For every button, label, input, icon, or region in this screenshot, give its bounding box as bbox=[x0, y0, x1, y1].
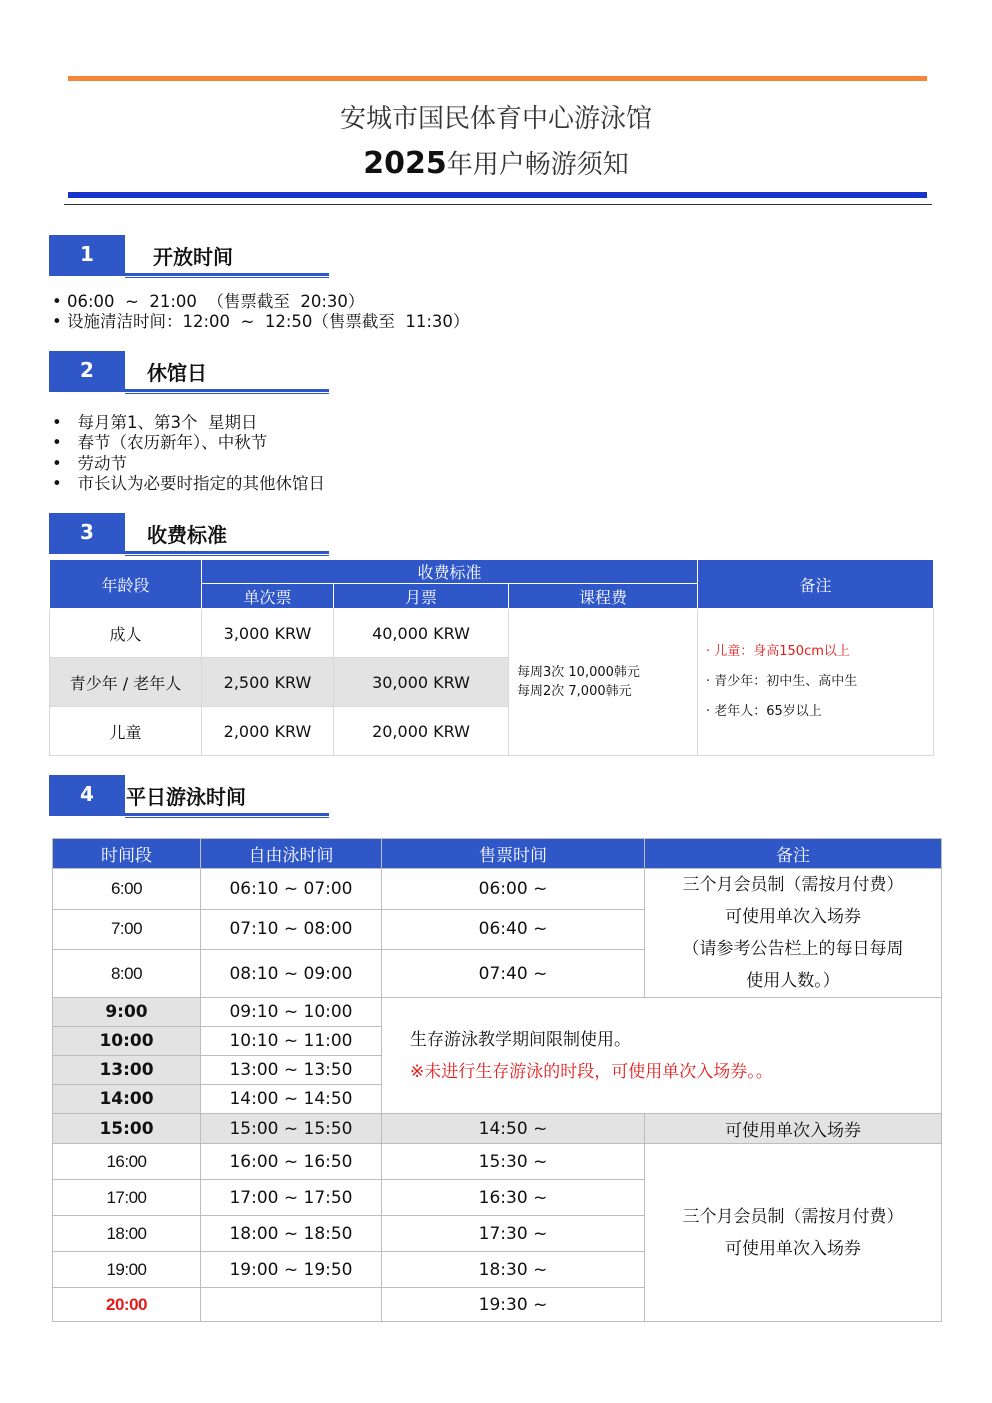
fee-age: 青少年 / 老年人 bbox=[50, 658, 202, 707]
schedule-ticket: 14:50 ~ bbox=[382, 1114, 645, 1144]
header-orange-rule bbox=[68, 76, 927, 81]
page-title: 安城市国民体育中心游泳馆 bbox=[339, 104, 652, 134]
schedule-header-remark: 备注 bbox=[645, 839, 942, 869]
closed-day-item: • 劳动节 bbox=[52, 454, 127, 473]
section-underline bbox=[49, 273, 329, 276]
schedule-slot: 19:00 bbox=[53, 1252, 201, 1288]
fee-note: · 青少年：初中生、高中生 bbox=[706, 674, 858, 689]
section-underline-thin bbox=[125, 277, 329, 278]
schedule-slot: 6:00 bbox=[53, 869, 201, 910]
hours-line: • 设施清洁时间：12:00 ~ 12:50（售票截至 11:30） bbox=[52, 312, 470, 331]
schedule-ticket: 07:40 ~ bbox=[382, 950, 645, 998]
section-title: 收费标准 bbox=[147, 523, 227, 547]
schedule-morning-note bbox=[645, 869, 942, 998]
schedule-free: 10:10 ~ 11:00 bbox=[201, 1027, 382, 1056]
schedule-ticket: 06:00 ~ bbox=[382, 869, 645, 910]
schedule-slot: 15:00 bbox=[53, 1114, 201, 1144]
fee-monthly: 20,000 KRW bbox=[334, 707, 509, 756]
section-3-header bbox=[49, 513, 329, 557]
schedule-free: 06:10 ~ 07:00 bbox=[201, 869, 382, 910]
course-line: 每周3次 10,000韩元 bbox=[517, 665, 640, 680]
section-underline-thin bbox=[125, 393, 329, 394]
fee-header-remark: 备注 bbox=[698, 560, 934, 609]
fee-note: · 老年人：65岁以上 bbox=[706, 704, 822, 719]
fee-single: 2,500 KRW bbox=[202, 658, 334, 707]
schedule-ticket: 18:30 ~ bbox=[382, 1252, 645, 1288]
table-row bbox=[53, 998, 942, 1027]
section-1-header bbox=[49, 235, 329, 279]
header-thin-rule bbox=[64, 204, 932, 205]
section-2-header bbox=[49, 351, 329, 395]
schedule-ticket: 19:30 ~ bbox=[382, 1288, 645, 1322]
fee-header-age: 年龄段 bbox=[50, 560, 202, 609]
schedule-ticket: 15:30 ~ bbox=[382, 1144, 645, 1180]
schedule-header-free: 自由泳时间 bbox=[201, 839, 382, 869]
fee-monthly: 30,000 KRW bbox=[334, 658, 509, 707]
section-underline-thin bbox=[125, 555, 329, 556]
schedule-slot: 8:00 bbox=[53, 950, 201, 998]
table-row bbox=[53, 869, 942, 910]
section-number: 4 bbox=[49, 775, 125, 813]
schedule-header-ticket: 售票时间 bbox=[382, 839, 645, 869]
schedule-slot: 16:00 bbox=[53, 1144, 201, 1180]
fee-monthly: 40,000 KRW bbox=[334, 609, 509, 658]
title-year: 2025 bbox=[363, 146, 447, 181]
schedule-slot: 9:00 bbox=[53, 998, 201, 1027]
schedule-ticket: 06:40 ~ bbox=[382, 909, 645, 950]
fee-header-single: 单次票 bbox=[202, 584, 334, 609]
header-blue-rule bbox=[68, 192, 927, 198]
fee-note: · 儿童：身高150cm以上 bbox=[706, 644, 850, 659]
table-row bbox=[53, 1114, 942, 1144]
section-title: 平日游泳时间 bbox=[126, 785, 246, 809]
schedule-slot: 18:00 bbox=[53, 1216, 201, 1252]
schedule-free: 13:00 ~ 13:50 bbox=[201, 1056, 382, 1085]
schedule-free: 14:00 ~ 14:50 bbox=[201, 1085, 382, 1114]
fee-single: 3,000 KRW bbox=[202, 609, 334, 658]
section-underline-thin bbox=[125, 817, 329, 818]
schedule-free: 09:10 ~ 10:00 bbox=[201, 998, 382, 1027]
section-number: 1 bbox=[49, 235, 125, 273]
schedule-free: 08:10 ~ 09:00 bbox=[201, 950, 382, 998]
schedule-slot: 10:00 bbox=[53, 1027, 201, 1056]
table-row bbox=[50, 609, 934, 658]
course-line: 每周2次 7,000韩元 bbox=[517, 684, 632, 699]
closed-day-item: • 每月第1、第3个 星期日 bbox=[52, 413, 258, 432]
fee-header-fee: 收费标准 bbox=[202, 560, 698, 584]
schedule-table bbox=[52, 838, 942, 1322]
fee-age: 成人 bbox=[50, 609, 202, 658]
section-underline bbox=[49, 389, 329, 392]
fee-age: 儿童 bbox=[50, 707, 202, 756]
closed-day-item: • 市长认为必要时指定的其他休馆日 bbox=[52, 474, 325, 493]
note-line: 可使用单次入场券 bbox=[725, 907, 861, 927]
note-line: 使用人数。） bbox=[746, 971, 840, 991]
note-line: （请参考公告栏上的每日每周 bbox=[682, 939, 904, 959]
note-line: 三个月会员制（需按月付费） bbox=[682, 875, 904, 895]
section-number: 3 bbox=[49, 513, 125, 551]
section-title: 开放时间 bbox=[153, 245, 233, 269]
schedule-ticket: 17:30 ~ bbox=[382, 1216, 645, 1252]
schedule-free: 17:00 ~ 17:50 bbox=[201, 1180, 382, 1216]
schedule-slot: 14:00 bbox=[53, 1085, 201, 1114]
schedule-ticket: 16:30 ~ bbox=[382, 1180, 645, 1216]
schedule-free: 16:00 ~ 16:50 bbox=[201, 1144, 382, 1180]
fee-course bbox=[509, 609, 698, 756]
section-number: 2 bbox=[49, 351, 125, 389]
hours-line: • 06:00 ~ 21:00 （售票截至 20:30） bbox=[52, 292, 365, 311]
schedule-free bbox=[201, 1288, 382, 1322]
fee-header-course: 课程费 bbox=[509, 584, 698, 609]
fee-notes bbox=[698, 609, 934, 756]
fee-table bbox=[49, 559, 934, 756]
section-underline bbox=[49, 551, 329, 554]
schedule-slot: 20:00 bbox=[53, 1288, 201, 1322]
section-underline bbox=[49, 813, 329, 816]
fee-header-monthly: 月票 bbox=[334, 584, 509, 609]
schedule-midday-note bbox=[382, 998, 942, 1114]
page-subtitle bbox=[0, 144, 992, 181]
note-line: 三个月会员制（需按月付费） bbox=[682, 1206, 904, 1227]
schedule-slot: 13:00 bbox=[53, 1056, 201, 1085]
schedule-header-slot: 时间段 bbox=[53, 839, 201, 869]
table-row bbox=[53, 1144, 942, 1180]
midday-note: 生存游泳教学期间限制使用。 bbox=[410, 1029, 631, 1050]
title-rest: 年用户畅游须知 bbox=[446, 150, 629, 180]
schedule-free: 15:00 ~ 15:50 bbox=[201, 1114, 382, 1144]
schedule-slot: 17:00 bbox=[53, 1180, 201, 1216]
schedule-free: 19:00 ~ 19:50 bbox=[201, 1252, 382, 1288]
section-title: 休馆日 bbox=[147, 361, 207, 385]
midday-warning: ※未进行生存游泳的时段，可使用单次入场券。。 bbox=[410, 1061, 773, 1082]
schedule-evening-note bbox=[645, 1144, 942, 1322]
schedule-free: 18:00 ~ 18:50 bbox=[201, 1216, 382, 1252]
schedule-free: 07:10 ~ 08:00 bbox=[201, 909, 382, 950]
closed-day-item: • 春节（农历新年）、中秋节 bbox=[52, 433, 268, 452]
schedule-slot: 7:00 bbox=[53, 909, 201, 950]
section-4-header bbox=[49, 775, 329, 819]
note-line: 可使用单次入场券 bbox=[725, 1238, 861, 1259]
fee-single: 2,000 KRW bbox=[202, 707, 334, 756]
schedule-remark: 可使用单次入场券 bbox=[645, 1114, 942, 1144]
